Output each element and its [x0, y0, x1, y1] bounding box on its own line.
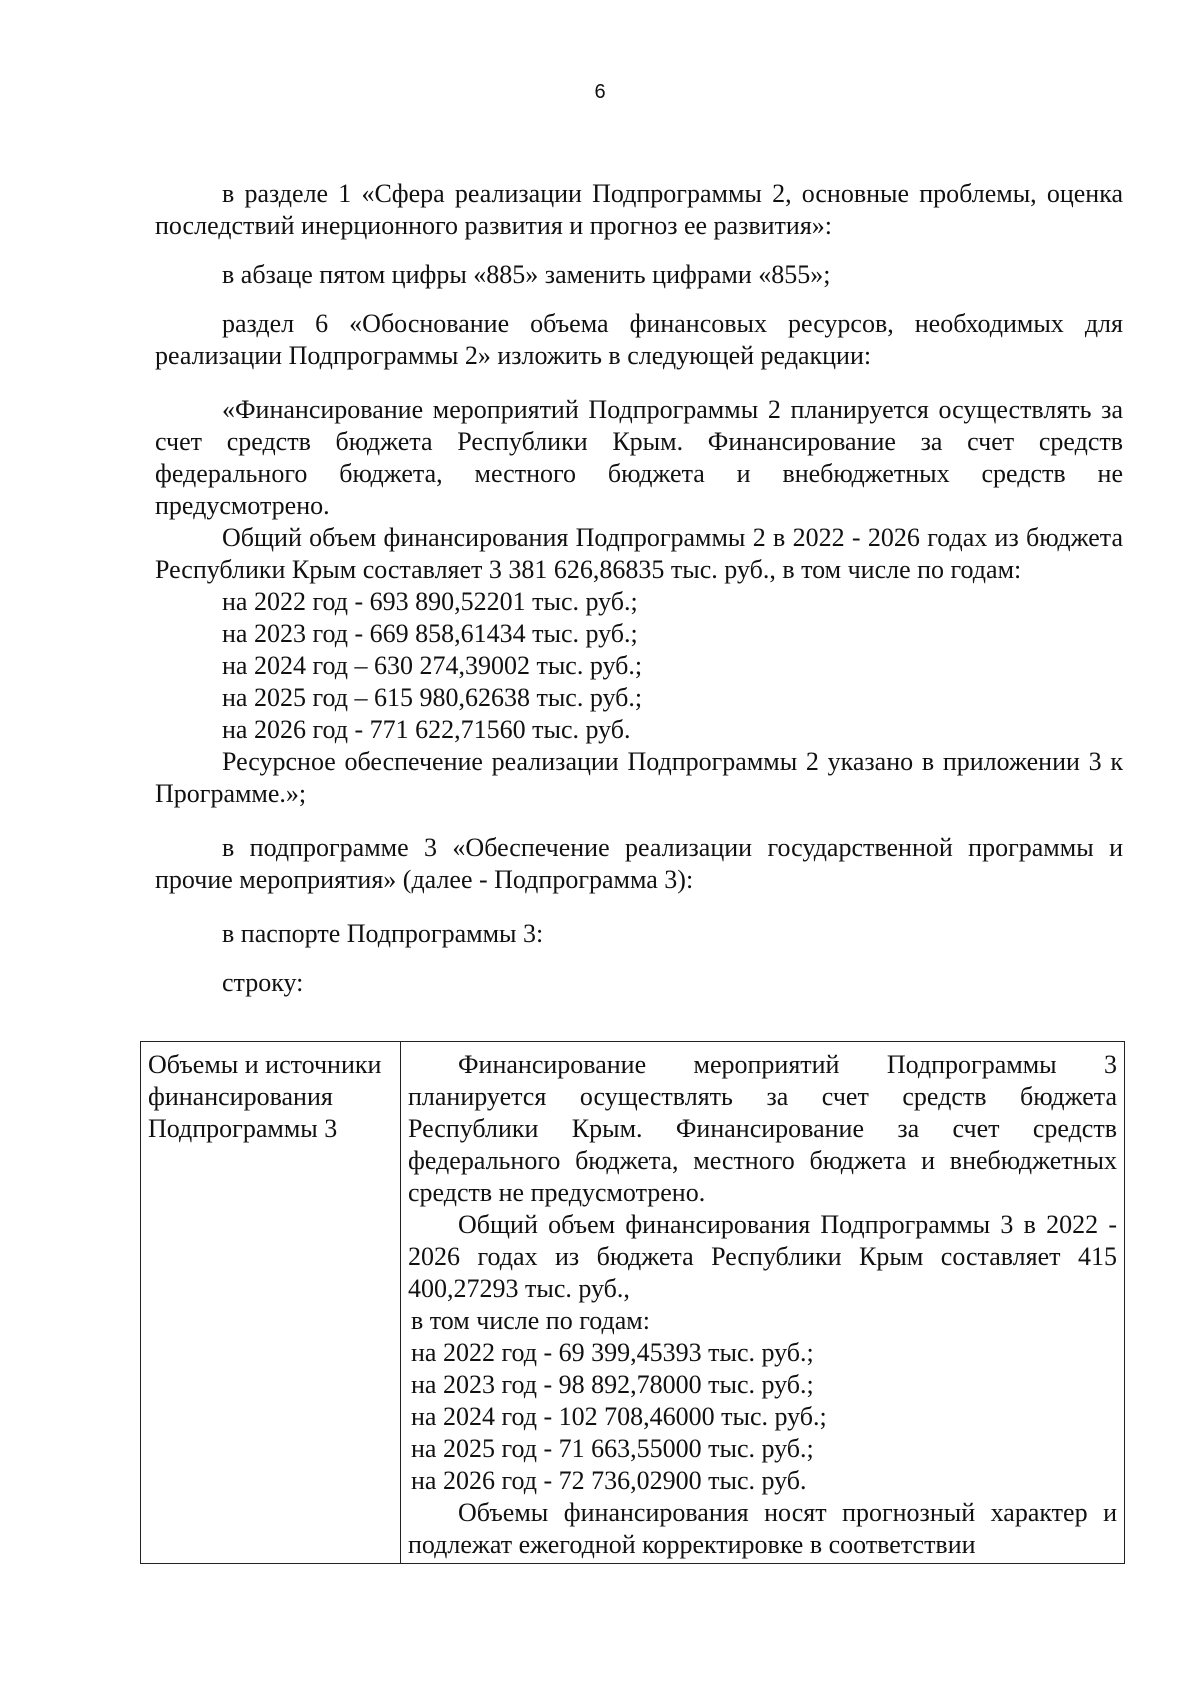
year-line-2023: на 2023 год - 669 858,61434 тыс. руб.; [222, 619, 638, 648]
passport-table [140, 1041, 1125, 1564]
label-line: Объемы и источники [148, 1050, 382, 1079]
paragraph-total-financing: Общий объем финансирования Подпрограммы 2 в 2022 - 2026 годах из бюджета Республики Крым составляет 3 381 626,86835 тыс. руб., в том числе по годам: [155, 523, 1123, 584]
table-years-intro: в том числе по годам: [411, 1306, 650, 1335]
document-body [155, 178, 1123, 999]
table-forecast-paragraph: Объемы финансирования носят прогнозный характер и подлежат ежегодной корректировке в соответствии [408, 1498, 1117, 1559]
table-year-2022: на 2022 год - 69 399,45393 тыс. руб.; [411, 1338, 814, 1367]
paragraph-passport: в паспорте Подпрограммы 3: [222, 919, 544, 948]
table-year-2024: на 2024 год - 102 708,46000 тыс. руб.; [411, 1402, 827, 1431]
paragraph-subprogram-3: в подпрограмме 3 «Обеспечение реализации государственной программы и прочие мероприятия» (далее - Подпрограмма 3): [155, 833, 1123, 894]
label-line: Подпрограммы 3 [148, 1114, 338, 1143]
paragraph-section-1-amendment: в разделе 1 «Сфера реализации Подпрограммы 2, основные проблемы, оценка последствий инерционного развития и прогноз ее развития»: [155, 179, 1123, 240]
table-year-2026: на 2026 год - 72 736,02900 тыс. руб. [411, 1466, 807, 1495]
paragraph-financing-source: «Финансирование мероприятий Подпрограммы 2 планируется осуществлять за счет средств бюджета Республики Крым. Финансирование за счет средств федерального бюджета, местного бюджета и внебюджетных средств не предусмотрено. [155, 395, 1123, 520]
table-year-2025: на 2025 год - 71 663,55000 тыс. руб.; [411, 1434, 814, 1463]
label-line: финансирования [148, 1082, 333, 1111]
table-body-cell [401, 1042, 1125, 1564]
year-line-2022: на 2022 год - 693 890,52201 тыс. руб.; [222, 587, 638, 616]
year-line-2025: на 2025 год – 615 980,62638 тыс. руб.; [222, 683, 643, 712]
paragraph-row: строку: [222, 968, 304, 997]
year-line-2024: на 2024 год – 630 274,39002 тыс. руб.; [222, 651, 643, 680]
paragraph-resource-provision: Ресурсное обеспечение реализации Подпрограммы 2 указано в приложении 3 к Программе.»; [155, 747, 1123, 808]
table-label-cell [141, 1042, 401, 1564]
paragraph-digit-replacement: в абзаце пятом цифры «885» заменить цифрами «855»; [222, 260, 831, 289]
year-line-2026: на 2026 год - 771 622,71560 тыс. руб. [222, 715, 631, 744]
table-row [141, 1042, 1125, 1564]
table-financing-paragraph: Финансирование мероприятий Подпрограммы 3 планируется осуществлять за счет средств бюджета Республики Крым. Финансирование за счет средств федерального бюджета, местного бюджета и внебюджетных средств не предусмотрено. [408, 1050, 1117, 1207]
table-year-2023: на 2023 год - 98 892,78000 тыс. руб.; [411, 1370, 814, 1399]
paragraph-section-6-amendment: раздел 6 «Обоснование объема финансовых ресурсов, необходимых для реализации Подпрограммы 2» изложить в следующей редакции: [155, 309, 1123, 370]
table-total-paragraph: Общий объем финансирования Подпрограммы 3 в 2022 - 2026 годах из бюджета Республики Крым составляет 415 400,27293 тыс. руб., [408, 1210, 1117, 1303]
page-number: 6 [594, 81, 606, 103]
